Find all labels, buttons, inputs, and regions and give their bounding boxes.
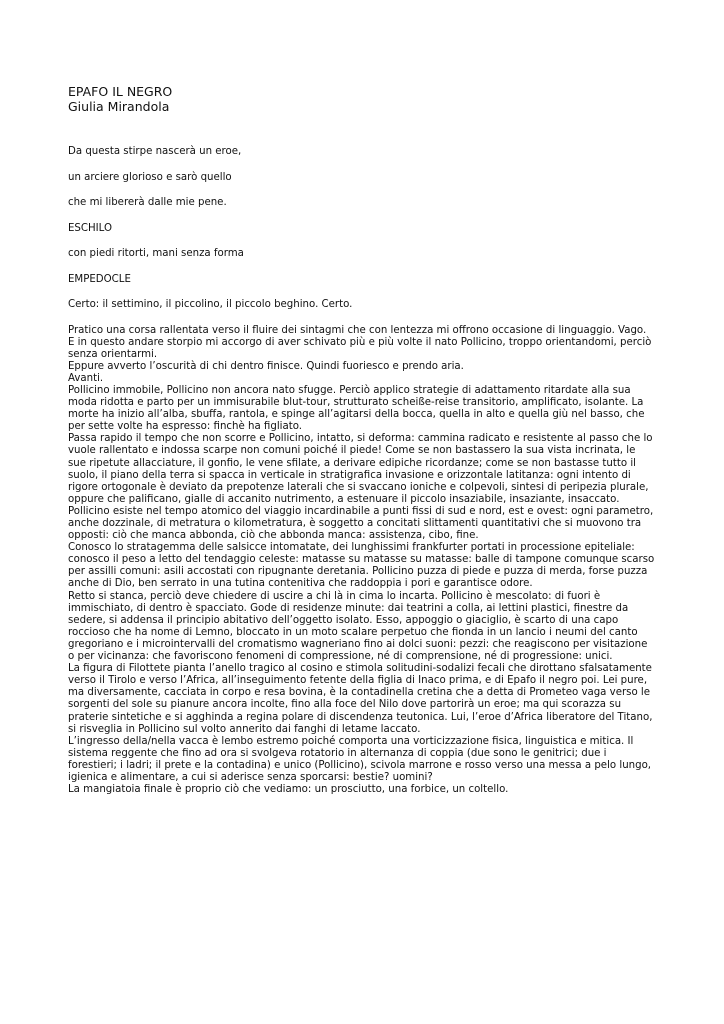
document-title: EPAFO IL NEGRO [68, 84, 173, 99]
paragraph: Retto si stanca, perciò deve chiedere di uscire a chi là in cima lo incarta. Pollicino è mescolato: di fuori è immischiato, di dentro è spacciato. Gode di residenze minute: dai teatrini a colla, ai lettini plastici, finestre da sedere, si addensa il principio abitativo dell’oggetto isolato. Esso, appoggio o giaciglio, è scarto di una capo roccioso che ha nome di Lemno, bloccato in un moto scalare perpetuo che fionda in un lancio i neumi del canto gregoriano e i microintervalli del cromatismo wagneriano fino ai dolci suoni: pezzi: che reagiscono per visitazione o per vicinanza: che favoriscono fenomeni di compressione, né di comprensione, né di progressione: unici. [68, 590, 648, 663]
paragraph: Eppure avverto l’oscurità di chi dentro finisce. Quindi fuoriesco e prendo aria. [68, 360, 464, 372]
paragraph: Passa rapido il tempo che non scorre e Pollicino, intatto, si deforma: cammina radicato e resistente al passo che lo vuole rallentato e indossa scarpe non comuni poiché il piede! Come se non bastassero la sua vista incrinata, le sue ripetute allacciature, il gonfio, le vene sfilate, a derivare edipiche ricordanze; come se non bastasse tutto il suolo, il piano della terra si spacca in verticale in stratigrafica invasione e orizzontale latitanza: ogni intento di rigore ortogonale è deviato da prepotenze laterali che si svaccano ioniche e colpevoli, sintesi di peripezia plurale, oppure che palificano, gialle di accanito nutrimento, a estenuare il piccolo insaziabile, insaziante, insaccato. Pollicino esiste nel tempo atomico del viaggio incardinabile a punti fissi di sud e nord, est e ovest: ogni parametro, anche dozzinale, di metratura o kilometratura, è soggetto a concitati slittamenti quantitativi che si muovono tra opposti: ciò che manca abbonda, ciò che abbonda manca: assistenza, cibo, fine. [68, 433, 654, 542]
paragraph: Avanti. [68, 372, 104, 384]
epigraph-line: che mi libererà dalle mie pene. [68, 197, 227, 208]
paragraph: La figura di Filottete pianta l’anello tragico al cosino e stimola solitudini-sodalizi fecali che dirottano sfalsatamente verso il Tirolo e verso l’Africa, all’inseguimento fetente della figlia di Inaco prima, e di Epafo il negro poi. Lei pure, ma diversamente, cacciata in corpo e resa bovina, è la contadinella cretina che a detta di Prometeo vaga verso le sorgenti del sole su pianure ancora incolte, fino alla foce del Nilo dove partorirà un eroe; ma qui scorazza su praterie sintetiche e si agghinda a regina polare di discendenza teutonica. Lui, l’eroe d’Africa liberatore del Titano, si risveglia in Pollicino sul volto annerito dai fanghi di letame laccato. [68, 663, 653, 735]
epigraph-line: con piedi ritorti, mani senza forma [68, 248, 244, 259]
paragraph: Pratico una corsa rallentata verso il fluire dei sintagmi che con lentezza mi offrono occasione di linguaggio. Vago. [68, 324, 647, 336]
epigraph-source: EMPEDOCLE [68, 273, 131, 285]
epigraph-source: ESCHILO [68, 222, 113, 234]
paragraph: L’ingresso della/nella vacca è lembo estremo poiché comporta una vorticizzazione fisica, linguistica e mitica. Il sistema reggente che fino ad ora si svolgeva rotatorio in alternanza di coppia (due sono le genitrici; due i forestieri; i ladri; il prete e la contadina) e unico (Pollicino), scivola marrone e rosso verso una messa a pelo lungo, igienica e alimentare, a cui si aderisce senza sporcarsi: bestie? uomini? [68, 735, 652, 783]
epigraph-line: un arciere glorioso e sarò quello [68, 171, 232, 183]
paragraph: Pollicino immobile, Pollicino non ancora nato sfugge. Perciò applico strategie di adattamento ritardate alla sua moda ridotta e parto per un immisurabile blut-tour, strutturato scheiße-reise transitorio, amplificato, isolante. La morte ha inizio all’alba, sbuffa, rantola, e spinge all’agitarsi della bocca, quella in alto e quella giù nel basso, che per sette volte ha espresso: finchè ha figliato. [68, 384, 645, 433]
document-author: Giulia Mirandola [68, 99, 170, 114]
paragraph: La mangiatoia finale è proprio ciò che vediamo: un prosciutto, una forbice, un coltello. [68, 784, 509, 796]
opening-line: Certo: il settimino, il piccolino, il piccolo beghino. Certo. [68, 299, 353, 310]
epigraph [68, 146, 656, 312]
paragraph: Conosco lo stratagemma delle salsicce intomatate, dei lunghissimi frankfurter portati in processione epiteliale: conosco il peso a letto del tendaggio celeste: matasse su matasse su matasse: balle di tampone comunque scarso per assilli comuni: asili accostati con ripugnante deretania. Pollicino puzza di piede e puzza di merda, forse puzza anche di Dio, ben serrato in una tutina contenitiva che raddoppia i pori e garantisce odore. [68, 542, 655, 590]
document-page [68, 84, 656, 796]
paragraph: E in questo andare storpio mi accorgo di aver schivato più e più volte il nato Pollicino, troppo orientandomi, perciò senza orientarmi. [68, 336, 652, 360]
epigraph-line: Da questa stirpe nascerà un eroe, [68, 146, 242, 157]
body-text [68, 325, 656, 797]
